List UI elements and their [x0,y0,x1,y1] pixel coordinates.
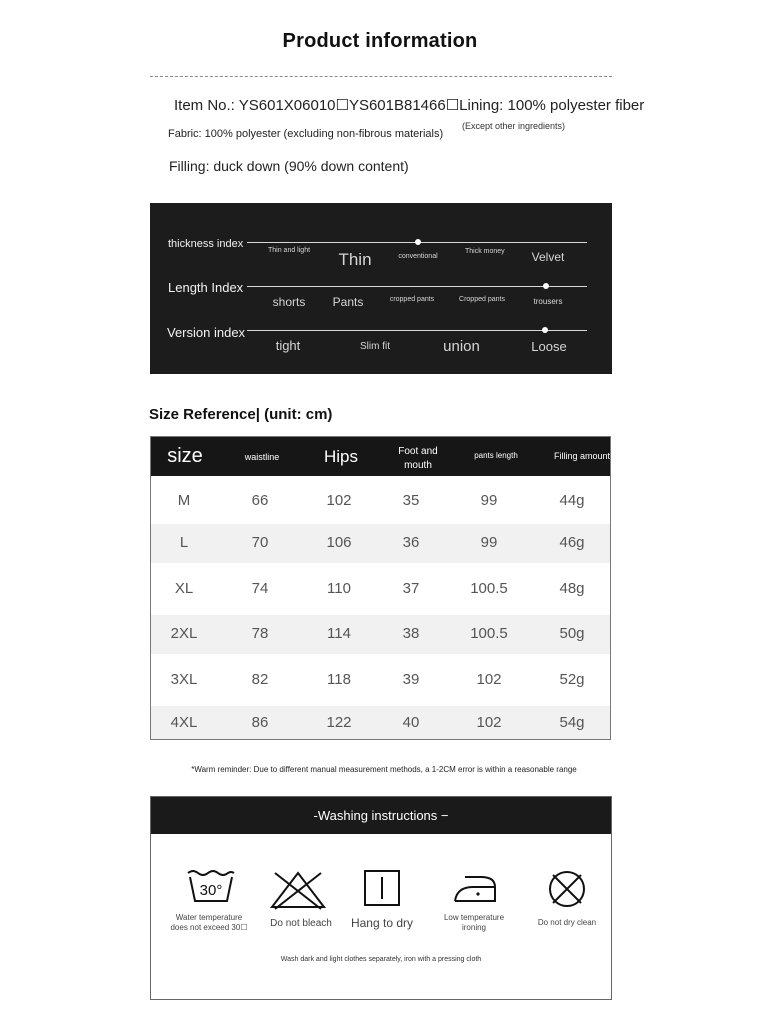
ironing-label: Low temperature ironing [443,913,505,933]
table-row [151,524,610,563]
table-cell: 44g [559,492,585,509]
table-cell: 78 [251,625,269,642]
header-foot-and-mouth: Foot and mouth [398,446,438,471]
table-cell: 102 [476,714,502,731]
version-option: Slim fit [360,341,390,352]
size-table [150,436,611,740]
thickness-index-label: thickness index [168,238,244,250]
table-cell: 100.5 [470,580,508,597]
do-not-dry-clean-icon [547,869,587,909]
table-row [151,615,610,654]
table-cell: 66 [251,492,269,509]
version-index-label: Version index [167,325,246,340]
table-cell: XL [174,580,194,597]
table-cell: 39 [402,671,420,688]
thickness-option: conventional [398,253,438,260]
version-option: tight [275,338,301,353]
low-temperature-ironing-icon [451,873,499,905]
table-row [151,476,610,524]
length-option: cropped pants [389,296,435,303]
table-cell: 74 [251,580,269,597]
page-title: Product information [282,30,478,52]
dashed-divider [150,76,612,77]
table-cell: 102 [326,492,352,509]
product-index-panel [150,203,612,374]
hang-dry-label: Hang to dry [350,916,414,930]
washing-instructions [150,796,612,1000]
table-cell: 118 [327,671,351,688]
table-cell: 35 [402,492,420,509]
length-index-label: Length Index [168,280,244,295]
table-cell: 99 [480,492,498,509]
header-pants-length: pants length [474,451,518,460]
version-index-marker [542,327,548,333]
filling-info: Filling: duck down (90% down content) [169,158,409,174]
size-reference-title: Size Reference| (unit: cm) [149,406,333,423]
version-index-track [247,330,587,331]
length-option: shorts [272,295,306,309]
table-cell: 50g [559,625,585,642]
table-cell: 3XL [170,671,198,688]
dry-clean-label: Do not dry clean [537,918,597,927]
length-index-marker [543,283,549,289]
version-option: Loose [531,339,567,354]
table-cell: 100.5 [470,625,508,642]
thickness-index-marker [415,239,421,245]
length-option: trousers [533,297,563,306]
table-cell: 37 [402,580,420,597]
fabric-info: Fabric: 100% polyester (excluding non-fibrous materials) [168,128,444,140]
table-row [151,706,610,740]
table-cell: 99 [480,534,498,551]
table-cell: 86 [251,714,269,731]
washing-title: -Washing instructions − [151,797,611,834]
table-cell: 52g [559,671,585,688]
header-size: size [167,445,203,467]
table-cell: M [177,492,191,509]
except-note: (Except other ingredients) [462,121,566,131]
warm-reminder: *Warm reminder: Due to different manual measurement methods, a 1-2CM error is within a reasonable range [191,765,577,774]
header-waistline: waistline [244,452,280,462]
wash-label: Water temperature does not exceed 30☐ [170,913,248,933]
table-cell: L [179,534,189,551]
table-header [151,437,610,476]
length-option: Cropped pants [459,296,505,303]
length-option: Pants [332,295,364,309]
table-row [151,563,610,615]
washing-note: Wash dark and light clothes separately, iron with a pressing cloth [280,956,482,963]
version-option: union [443,338,480,355]
table-cell: 110 [327,580,351,597]
table-cell: 36 [402,534,420,551]
do-not-bleach-icon [269,869,327,911]
table-cell: 40 [402,714,420,731]
wash-temp-text: 30° [199,882,223,899]
thickness-option: Thin [338,250,372,269]
table-cell: 2XL [170,625,198,642]
item-number-line: Item No.: YS601X06010☐YS601B81466☐Lining: 100% polyester fiber [174,97,645,114]
table-cell: 38 [402,625,420,642]
table-cell: 46g [559,534,585,551]
table-cell: 82 [251,671,269,688]
table-cell: 106 [326,534,352,551]
table-cell: 114 [327,625,351,642]
header-hips: Hips [323,447,358,466]
header-filling-amount: Filling amount [553,451,611,461]
table-cell: 122 [326,714,352,731]
thickness-option: Thin and light [268,247,311,254]
table-cell: 4XL [170,714,198,731]
wash-30-icon [186,869,236,905]
table-row [151,654,610,706]
thickness-option: Velvet [531,250,565,264]
table-cell: 54g [559,714,585,731]
length-index-track [247,286,587,287]
bleach-label: Do not bleach [270,918,332,929]
table-cell: 70 [251,534,269,551]
table-cell: 102 [476,671,502,688]
table-cell: 48g [559,580,585,597]
thickness-option: Thick money [465,248,505,255]
hang-to-dry-icon [363,869,401,907]
